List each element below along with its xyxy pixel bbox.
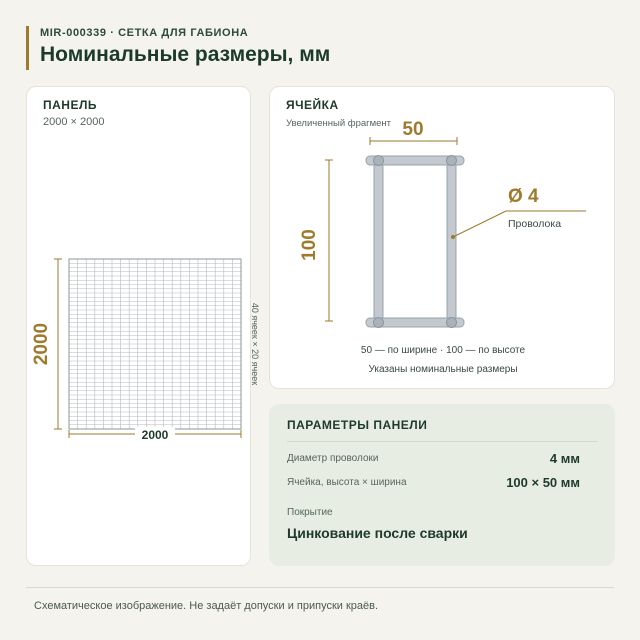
panel-mesh-grid: [69, 259, 241, 429]
cell-size-param-value: 100 × 50 мм: [506, 475, 580, 490]
panel-card: [26, 86, 260, 566]
cell-size-param-label: Ячейка, высота × ширина: [287, 477, 407, 488]
panel-cell-count-note: 40 ячеек × 20 ячеек: [250, 302, 260, 386]
cell-card-subtitle: Увеличенный фрагмент: [286, 118, 392, 129]
cell-nominal-note: Указаны номинальные размеры: [368, 364, 518, 375]
parameters-title: ПАРАМЕТРЫ ПАНЕЛИ: [287, 418, 428, 432]
wire-diameter-param-value: 4 мм: [549, 451, 580, 466]
page-title: Номинальные размеры, мм: [40, 43, 331, 66]
weld-point-top-left: [374, 156, 384, 166]
weld-point-bottom-right: [447, 318, 457, 328]
panel-width-label: 2000: [141, 428, 169, 442]
weld-point-bottom-left: [374, 318, 384, 328]
cell-card: [269, 86, 615, 389]
weld-point-top-right: [447, 156, 457, 166]
right-vertical-wire: [447, 157, 456, 327]
header-accent-bar: [26, 26, 29, 70]
footer-disclaimer: Схематическое изображение. Не задаёт допуски и припуски краёв.: [34, 600, 379, 612]
coating-label: Покрытие: [287, 507, 333, 518]
cell-width-label: 50: [402, 119, 424, 140]
panel-parameters-card: [269, 404, 615, 566]
footer-divider: [26, 587, 614, 588]
wire-caption: Проволока: [508, 218, 562, 230]
left-vertical-wire: [374, 157, 383, 327]
cell-height-label: 100: [299, 229, 320, 261]
product-code: MIR-000339 · СЕТКА ДЛЯ ГАБИОНА: [40, 27, 249, 39]
wire-diameter-param-label: Диаметр проволоки: [287, 453, 379, 464]
cell-card-title: ЯЧЕЙКА: [286, 98, 339, 112]
cell-dimension-note: 50 — по ширине · 100 — по высоте: [360, 345, 526, 356]
wire-diameter-label: Ø 4: [508, 186, 539, 207]
panel-size: 2000 × 2000: [43, 116, 105, 128]
wire-callout-leader: [453, 211, 506, 237]
panel-mesh-drawing: [27, 87, 260, 567]
panel-height-label: 2000: [31, 322, 52, 366]
panel-card-title: ПАНЕЛЬ: [43, 98, 98, 112]
cell-detail-drawing: [270, 87, 616, 390]
coating-value: Цинкование после сварки: [287, 525, 468, 541]
parameters-divider: [287, 441, 597, 442]
